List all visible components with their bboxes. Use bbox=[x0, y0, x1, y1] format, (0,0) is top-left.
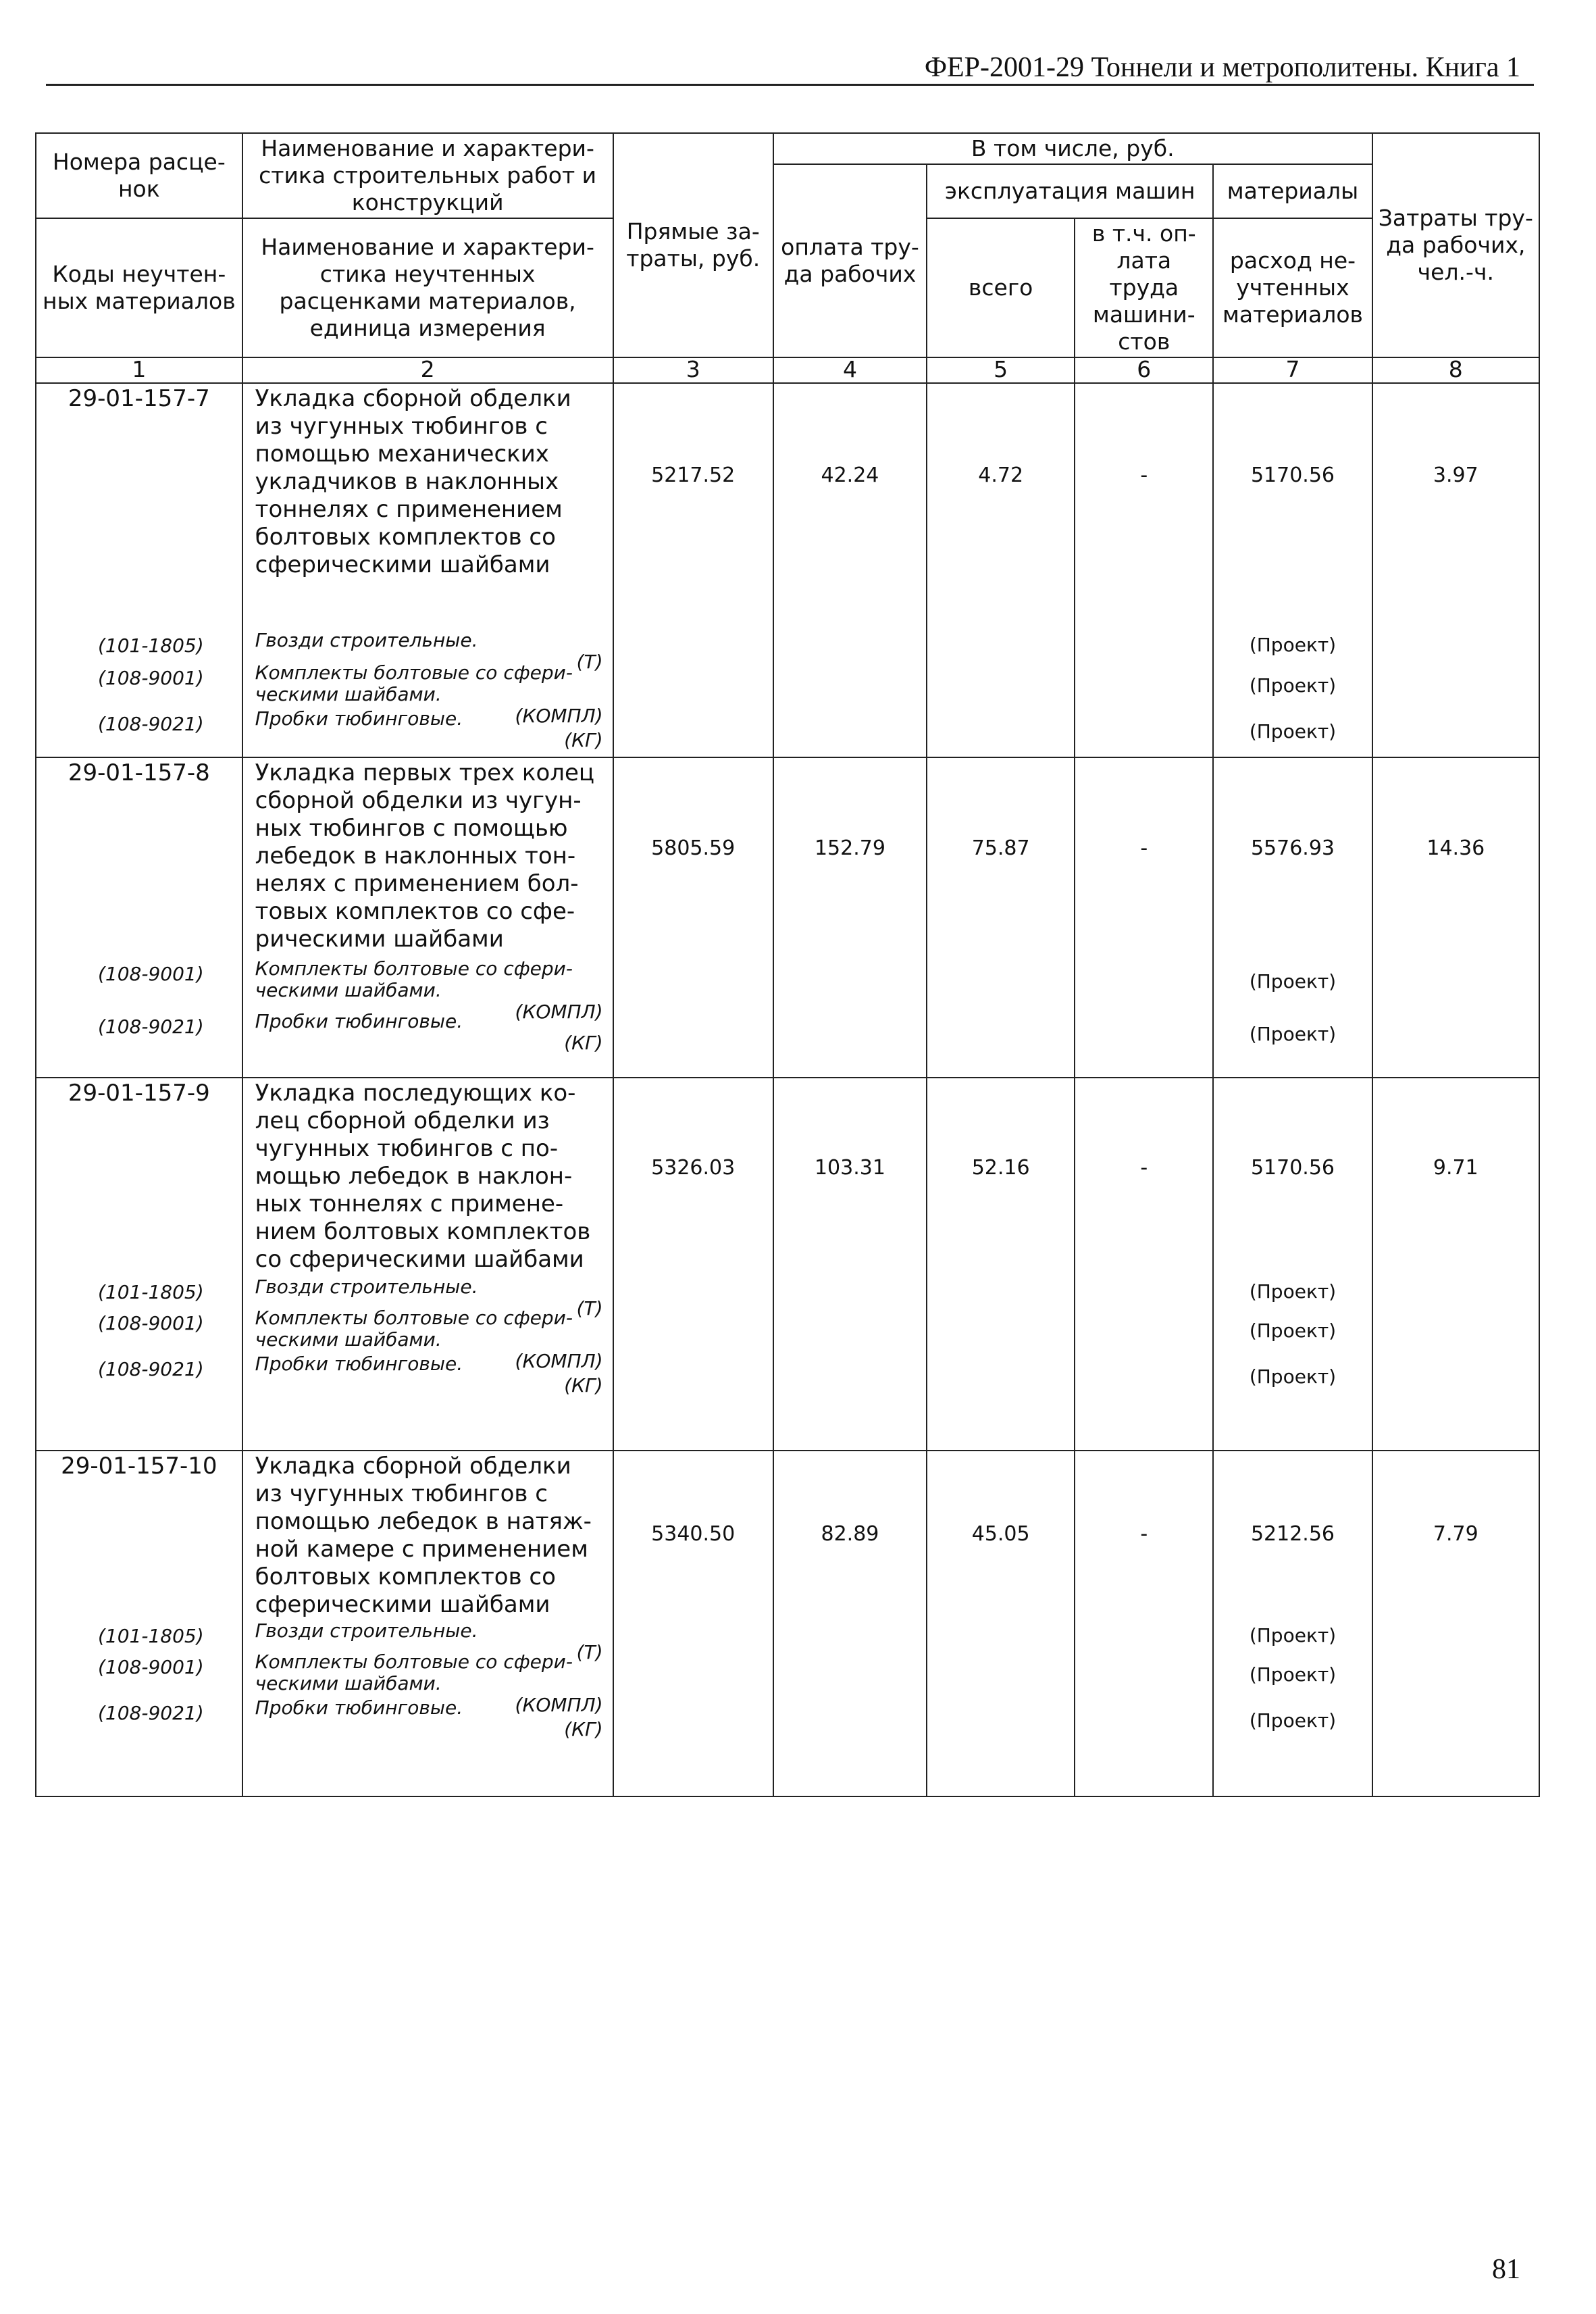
material-unit: (Т) bbox=[576, 1297, 603, 1319]
material-code: (108-9001) bbox=[97, 1656, 204, 1678]
material-name: Комплекты болтовые со сфери-ческими шайбами. bbox=[255, 1307, 573, 1351]
materials-cost-cell bbox=[1213, 1451, 1372, 1796]
rate-code: 29-01-157-10 bbox=[61, 1453, 217, 1480]
head-labor-pay: оплата тру-да рабочих bbox=[773, 164, 927, 357]
material-unit: (КГ) bbox=[564, 1032, 603, 1054]
direct-costs-cell bbox=[613, 383, 773, 757]
rate-row bbox=[36, 757, 1539, 1078]
direct-costs: 5326.03 bbox=[651, 1156, 736, 1180]
head-including-group: В том числе, руб. bbox=[773, 133, 1372, 164]
machinist-pay-cell bbox=[1075, 757, 1213, 1078]
column-number: 1 bbox=[36, 357, 242, 383]
rate-code-cell bbox=[36, 1078, 242, 1451]
materials-cost: 5576.93 bbox=[1250, 836, 1335, 860]
labor-hours-cell bbox=[1372, 1451, 1539, 1796]
column-number: 6 bbox=[1075, 357, 1213, 383]
labor-pay: 42.24 bbox=[821, 463, 879, 487]
material-name: Пробки тюбинговые. bbox=[255, 1696, 463, 1719]
rate-code-cell bbox=[36, 383, 242, 757]
material-code: (108-9001) bbox=[97, 1312, 204, 1334]
head-unaccounted-materials: расход не-учтенных материалов bbox=[1213, 218, 1372, 357]
labor-hours-cell bbox=[1372, 757, 1539, 1078]
material-entry bbox=[243, 1276, 613, 1319]
material-volume: (Проект) bbox=[1249, 720, 1337, 743]
header-rule bbox=[46, 84, 1534, 86]
machinist-pay: - bbox=[1140, 463, 1148, 487]
labor-hours: 14.36 bbox=[1426, 836, 1485, 860]
materials-cost-cell bbox=[1213, 383, 1372, 757]
head-work-name: Наименование и характери-стика строительных работ и конструкций bbox=[242, 133, 613, 218]
head-direct-costs: Прямые за-траты, руб. bbox=[613, 133, 773, 357]
material-unit: (КГ) bbox=[564, 1718, 603, 1740]
head-machinist-pay: в т.ч. оп-лата труда машини-стов bbox=[1075, 218, 1213, 357]
rate-code-cell bbox=[36, 1451, 242, 1796]
column-number: 2 bbox=[242, 357, 613, 383]
labor-pay-cell bbox=[773, 383, 927, 757]
direct-costs: 5340.50 bbox=[651, 1522, 736, 1546]
column-number: 3 bbox=[613, 357, 773, 383]
labor-pay: 103.31 bbox=[814, 1156, 885, 1180]
materials-cost: 5212.56 bbox=[1250, 1522, 1335, 1546]
material-code: (101-1805) bbox=[97, 1625, 204, 1647]
material-unit: (КГ) bbox=[564, 729, 603, 751]
materials-cost: 5170.56 bbox=[1250, 463, 1335, 487]
head-materials-group: материалы bbox=[1213, 164, 1372, 218]
material-code: (108-9021) bbox=[97, 1358, 204, 1380]
material-volume: (Проект) bbox=[1249, 1624, 1337, 1646]
direct-costs: 5805.59 bbox=[651, 836, 736, 860]
material-name: Гвозди строительные. bbox=[255, 1619, 478, 1642]
rates-table bbox=[35, 132, 1540, 1797]
column-number: 4 bbox=[773, 357, 927, 383]
material-code: (101-1805) bbox=[97, 1281, 204, 1303]
machines-total-cell bbox=[927, 383, 1075, 757]
machines-total: 75.87 bbox=[971, 836, 1030, 860]
materials-cost-cell bbox=[1213, 1078, 1372, 1451]
materials-cost-cell bbox=[1213, 757, 1372, 1078]
rates-body bbox=[36, 383, 1539, 1796]
labor-pay-cell bbox=[773, 1451, 927, 1796]
materials-cost: 5170.56 bbox=[1250, 1156, 1335, 1180]
rate-description: Укладка последующих ко-лец сборной обделки из чугунных тюбингов с по-мощью лебедок в наклон-ных тоннелях с примене-нием болтовых комплектов со сферическими шайбами bbox=[255, 1080, 591, 1273]
direct-costs-cell bbox=[613, 757, 773, 1078]
machines-total-cell bbox=[927, 1451, 1075, 1796]
rate-name-cell bbox=[242, 1451, 613, 1796]
material-name: Пробки тюбинговые. bbox=[255, 707, 463, 730]
machinist-pay: - bbox=[1140, 836, 1148, 860]
material-volume: (Проект) bbox=[1249, 1280, 1337, 1303]
labor-pay-cell bbox=[773, 757, 927, 1078]
material-volume: (Проект) bbox=[1249, 1365, 1337, 1388]
material-volume: (Проект) bbox=[1249, 1023, 1337, 1045]
labor-hours: 3.97 bbox=[1433, 463, 1478, 487]
rate-code: 29-01-157-8 bbox=[68, 759, 210, 786]
material-name: Гвозди строительные. bbox=[255, 629, 478, 651]
head-labor-hours: Затраты тру-да рабочих, чел.-ч. bbox=[1372, 133, 1539, 357]
head-rate-number: Номера расце-нок bbox=[36, 133, 242, 218]
labor-pay: 152.79 bbox=[814, 836, 885, 860]
material-name: Пробки тюбинговые. bbox=[255, 1010, 463, 1032]
labor-hours-cell bbox=[1372, 1078, 1539, 1451]
rate-code: 29-01-157-7 bbox=[68, 385, 210, 412]
head-material-codes: Коды неучтен-ных материалов bbox=[36, 218, 242, 357]
material-volume: (Проект) bbox=[1249, 970, 1337, 992]
rate-code-cell bbox=[36, 757, 242, 1078]
page-header-title: ФЕР-2001-29 Тоннели и метрополитены. Книга 1 bbox=[924, 52, 1520, 83]
rate-row bbox=[36, 383, 1539, 757]
machines-total: 52.16 bbox=[971, 1156, 1030, 1180]
head-material-names: Наименование и характери-стика неучтенных расценками материалов, единица измерения bbox=[242, 218, 613, 357]
labor-pay-cell bbox=[773, 1078, 927, 1451]
column-number: 8 bbox=[1372, 357, 1539, 383]
column-number: 5 bbox=[927, 357, 1075, 383]
machinist-pay-cell bbox=[1075, 1078, 1213, 1451]
labor-hours: 9.71 bbox=[1433, 1156, 1478, 1180]
labor-hours-cell bbox=[1372, 383, 1539, 757]
rate-description: Укладка первых трех колец сборной обделки из чугун-ных тюбингов с помощью лебедок в наклонных тон-нелях с применением бол-товых комплектов со сфе-рическими шайбами bbox=[255, 759, 595, 953]
material-code: (108-9001) bbox=[97, 667, 204, 689]
material-volume: (Проект) bbox=[1249, 634, 1337, 656]
material-unit: (КОМПЛ) bbox=[515, 1350, 603, 1372]
column-numbers-row bbox=[36, 357, 1539, 383]
material-unit: (КОМПЛ) bbox=[515, 705, 603, 727]
material-name: Комплекты болтовые со сфери-ческими шайбами. bbox=[255, 661, 573, 705]
table-head bbox=[36, 133, 1539, 383]
page-number: 81 bbox=[1492, 2254, 1520, 2285]
machinist-pay: - bbox=[1140, 1522, 1148, 1546]
material-name: Комплекты болтовые со сфери-ческими шайбами. bbox=[255, 1651, 573, 1694]
machinist-pay-cell bbox=[1075, 383, 1213, 757]
rate-row bbox=[36, 1078, 1539, 1451]
material-code: (108-9021) bbox=[97, 713, 204, 735]
rate-name-cell bbox=[242, 757, 613, 1078]
material-unit: (КГ) bbox=[564, 1374, 603, 1397]
rate-description: Укладка сборной обделки из чугунных тюбингов с помощью механических укладчиков в наклонных тоннелях с применением болтовых комплектов со сферическими шайбами bbox=[255, 385, 571, 578]
direct-costs: 5217.52 bbox=[651, 463, 736, 487]
head-machines-total: всего bbox=[927, 218, 1075, 357]
machines-total-cell bbox=[927, 757, 1075, 1078]
machinist-pay: - bbox=[1140, 1156, 1148, 1180]
machines-total: 4.72 bbox=[978, 463, 1024, 487]
material-volume: (Проект) bbox=[1249, 1319, 1337, 1342]
rate-name-cell bbox=[242, 383, 613, 757]
machines-total: 45.05 bbox=[971, 1522, 1030, 1546]
machines-total-cell bbox=[927, 1078, 1075, 1451]
material-name: Комплекты болтовые со сфери-ческими шайбами. bbox=[255, 957, 573, 1001]
material-entry bbox=[243, 1619, 613, 1663]
direct-costs-cell bbox=[613, 1078, 773, 1451]
machinist-pay-cell bbox=[1075, 1451, 1213, 1796]
head-machines-group: эксплуатация машин bbox=[927, 164, 1213, 218]
material-volume: (Проект) bbox=[1249, 1709, 1337, 1732]
material-unit: (КОМПЛ) bbox=[515, 1001, 603, 1023]
material-entry bbox=[243, 629, 613, 673]
material-name: Гвозди строительные. bbox=[255, 1276, 478, 1298]
rate-code: 29-01-157-9 bbox=[68, 1080, 210, 1107]
material-volume: (Проект) bbox=[1249, 674, 1337, 697]
rate-name-cell bbox=[242, 1078, 613, 1451]
material-name: Пробки тюбинговые. bbox=[255, 1353, 463, 1375]
material-unit: (Т) bbox=[576, 651, 603, 673]
material-volume: (Проект) bbox=[1249, 1663, 1337, 1686]
rate-row bbox=[36, 1451, 1539, 1796]
material-code: (108-9001) bbox=[97, 963, 204, 985]
column-number: 7 bbox=[1213, 357, 1372, 383]
labor-pay: 82.89 bbox=[821, 1522, 879, 1546]
material-code: (108-9021) bbox=[97, 1015, 204, 1038]
rate-description: Укладка сборной обделки из чугунных тюбингов с помощью лебедок в натяж-ной камере с применением болтовых комплектов со сферическими шайбами bbox=[255, 1453, 592, 1618]
labor-hours: 7.79 bbox=[1433, 1522, 1478, 1546]
material-code: (101-1805) bbox=[97, 634, 204, 657]
material-unit: (КОМПЛ) bbox=[515, 1694, 603, 1716]
material-unit: (Т) bbox=[576, 1641, 603, 1663]
direct-costs-cell bbox=[613, 1451, 773, 1796]
material-code: (108-9021) bbox=[97, 1702, 204, 1724]
